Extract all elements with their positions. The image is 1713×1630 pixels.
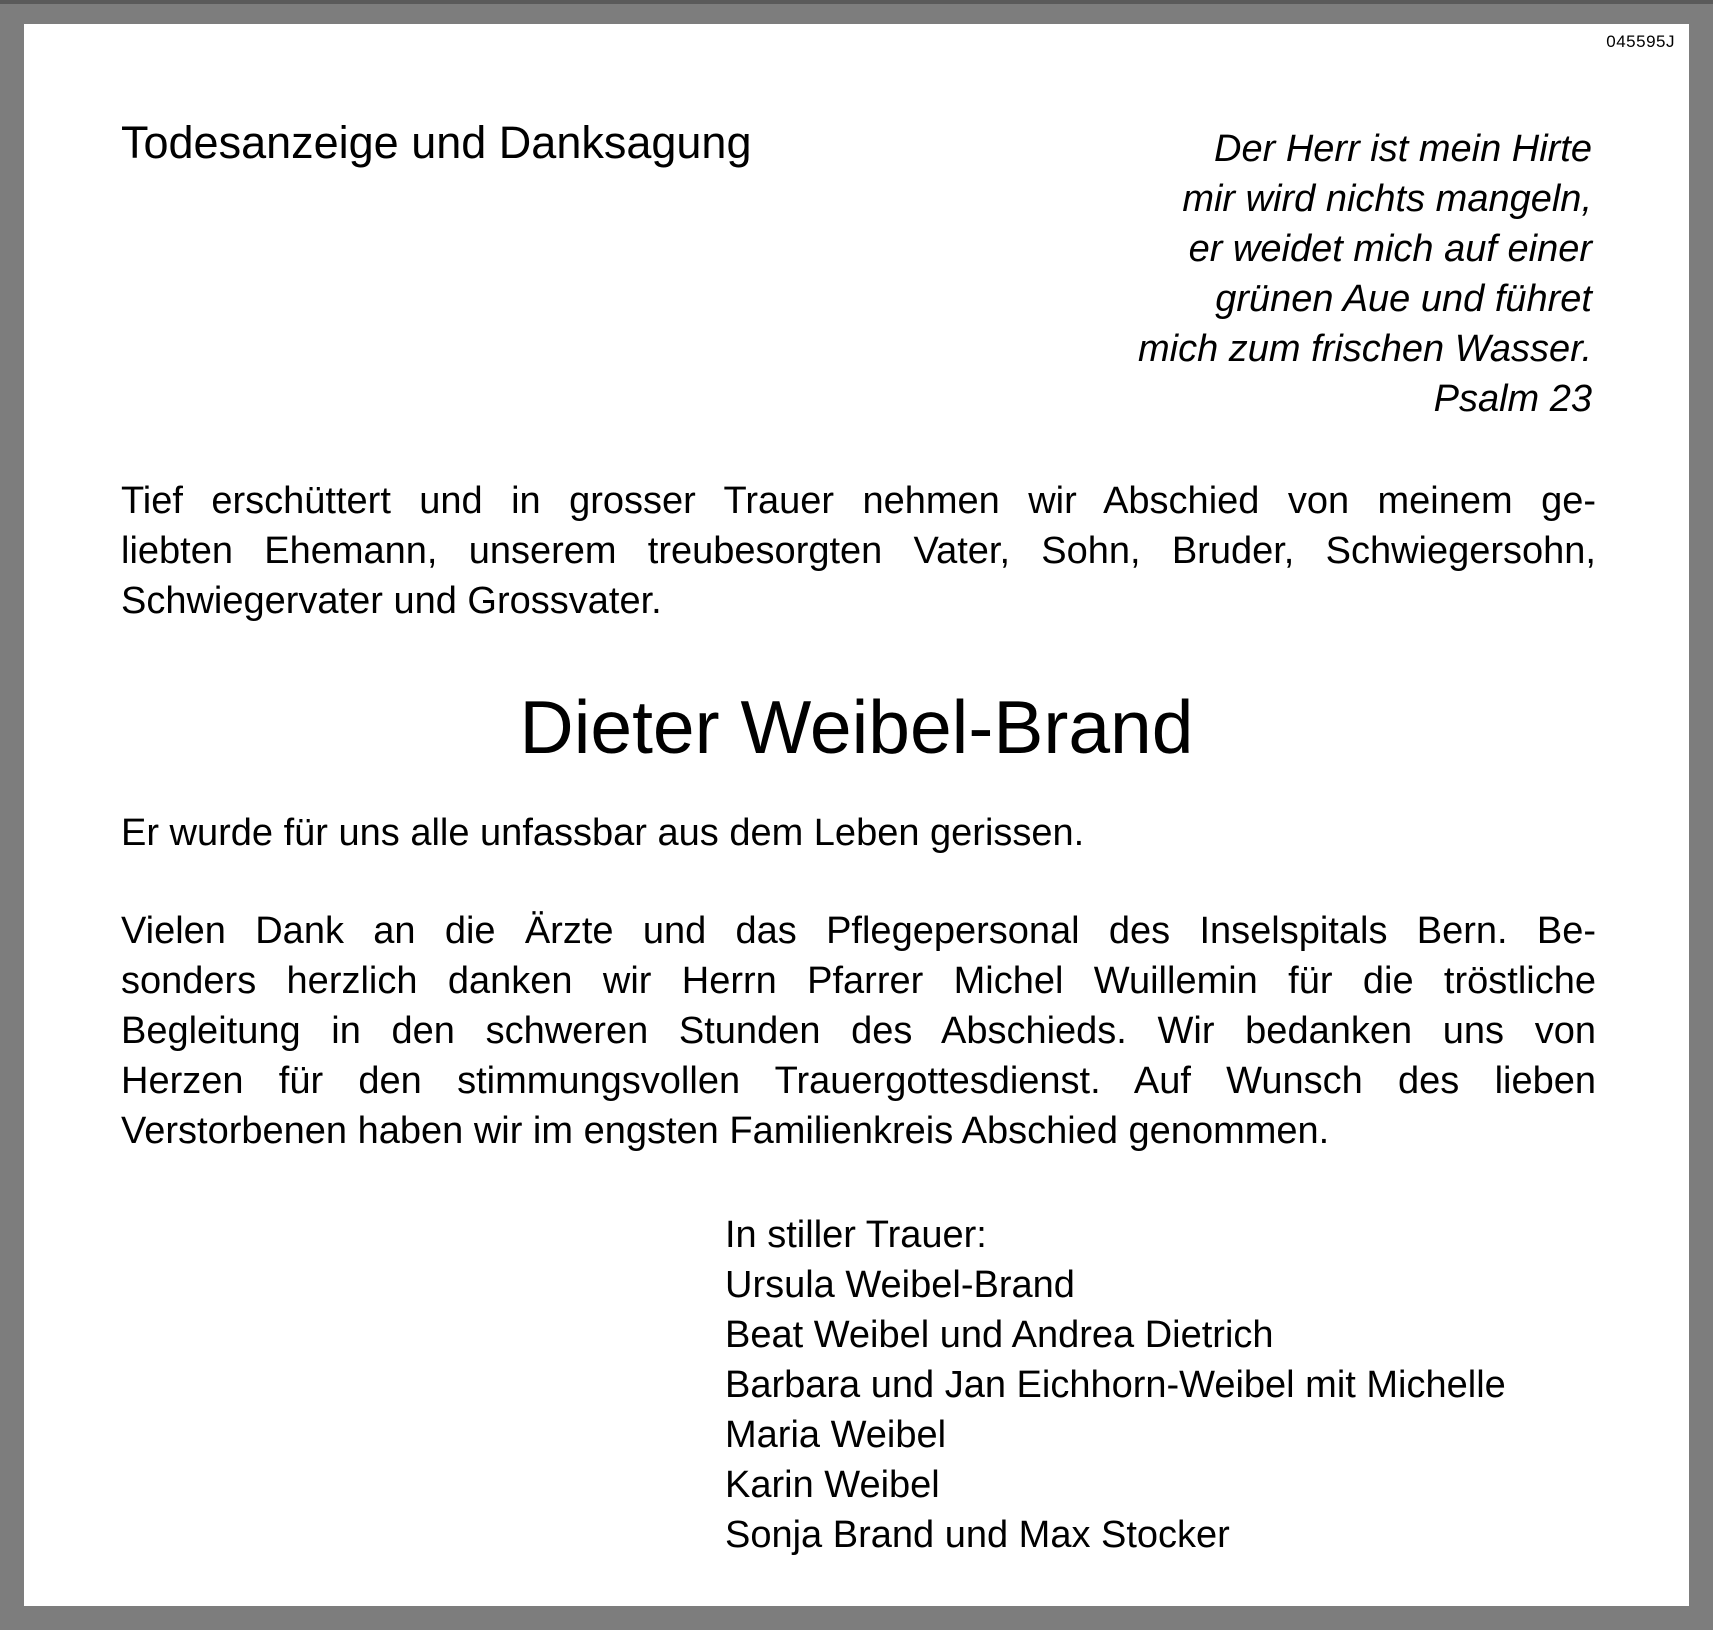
mourner-name: Sonja Brand und Max Stocker [725,1514,1230,1556]
psalm-quote [1138,124,1592,424]
intro-line: liebten Ehemann, unserem treubesorgten Vater, Sohn, Bruder, Schwiegersohn, [121,530,1596,572]
reference-code: 045595J [1606,32,1675,51]
statement-text: Er wurde für uns alle unfassbar aus dem Leben gerissen. [121,812,1085,854]
notice-heading: Todesanzeige und Danksagung [121,117,752,168]
intro-paragraph [121,476,1596,626]
mourner-name: Barbara und Jan Eichhorn-Weibel mit Michelle [725,1364,1506,1406]
deceased-name: Dieter Weibel-Brand [519,685,1194,769]
obituary-notice [24,24,1689,1606]
psalm-line: mir wird nichts mangeln, [1182,178,1592,220]
thanks-line: Begleitung in den schweren Stunden des Abschieds. Wir bedanken uns von [121,1010,1596,1052]
thanks-line: Herzen für den stimmungsvollen Trauergottesdienst. Auf Wunsch des lieben [121,1060,1596,1102]
psalm-line: grünen Aue und führet [1215,278,1592,320]
mourner-name: Beat Weibel und Andrea Dietrich [725,1314,1274,1356]
psalm-line: er weidet mich auf einer [1188,228,1592,270]
mourner-name: Maria Weibel [725,1414,947,1456]
thanks-line: Verstorbenen haben wir im engsten Familienkreis Abschied genommen. [121,1110,1330,1152]
thanks-paragraph [121,906,1596,1156]
intro-line: Schwiegervater und Grossvater. [121,580,662,622]
psalm-line: Der Herr ist mein Hirte [1214,128,1592,170]
thanks-line: Vielen Dank an die Ärzte und das Pflegepersonal des Inselspitals Bern. Be- [121,910,1596,952]
thanks-line: sonders herzlich danken wir Herrn Pfarrer Michel Wuillemin für die tröstliche [121,960,1596,1002]
mourner-name: Ursula Weibel-Brand [725,1264,1075,1306]
mourners-intro: In stiller Trauer: [725,1214,987,1256]
mourner-name: Karin Weibel [725,1464,940,1506]
psalm-line: mich zum frischen Wasser. [1138,328,1592,370]
psalm-source: Psalm 23 [1433,378,1592,420]
mourners-list [725,1210,1506,1560]
intro-line: Tief erschüttert und in grosser Trauer nehmen wir Abschied von meinem ge- [121,480,1596,522]
